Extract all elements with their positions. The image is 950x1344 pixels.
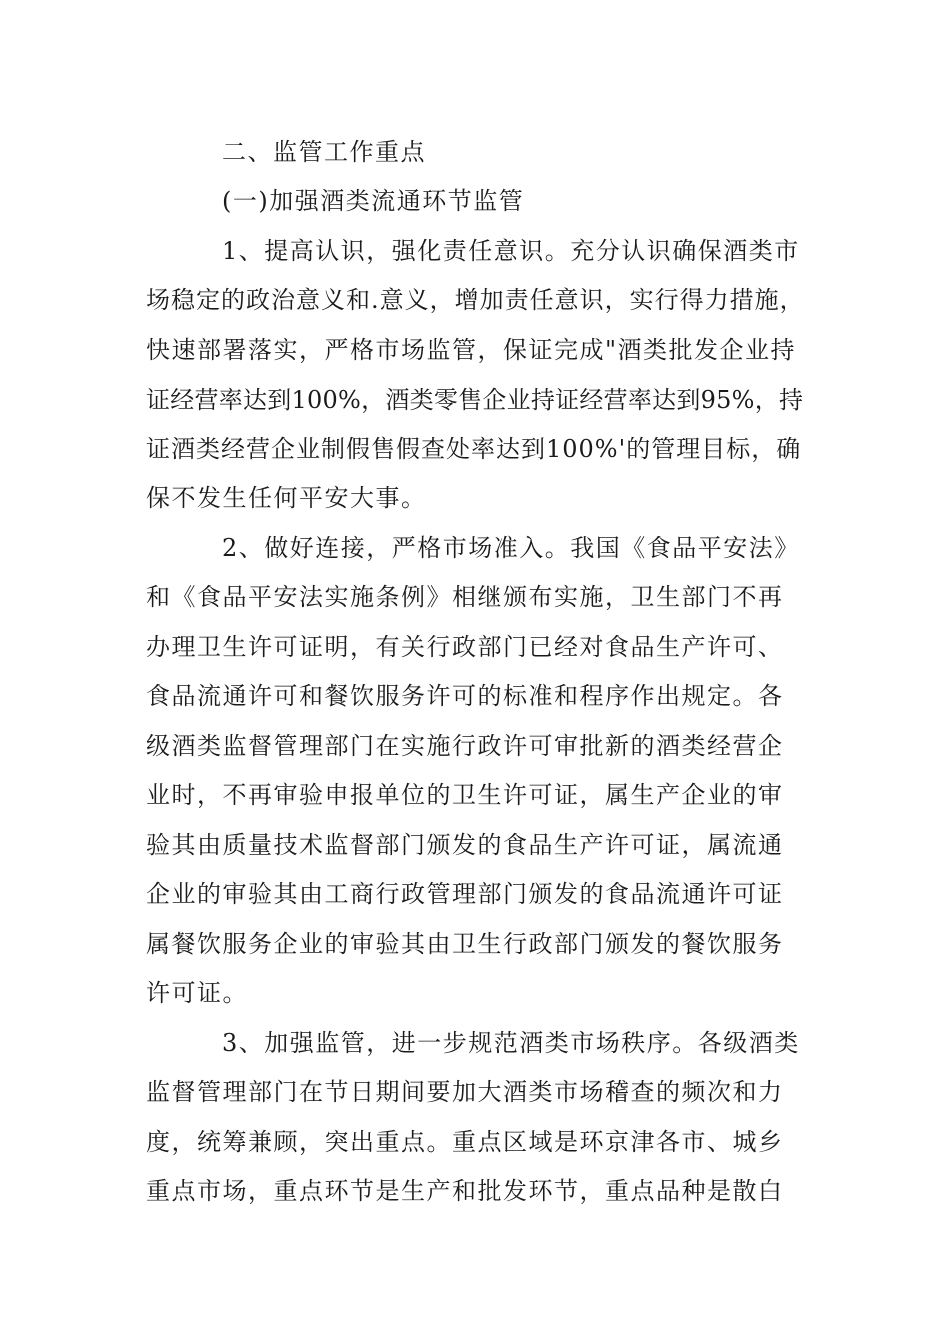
paragraph-line: 级酒类监督管理部门在实施行政许可审批新的酒类经营企 [146, 732, 784, 760]
paragraph-line: 办理卫生许可证明，有关行政部门已经对食品生产许可、 [146, 633, 784, 661]
paragraph-line: 2、做好连接，严格市场准入。我国《食品平安法》 [222, 534, 800, 562]
paragraph-line: 证酒类经营企业制假售假查处率达到100%'的管理目标，确 [146, 435, 802, 463]
paragraph-line: 食品流通许可和餐饮服务许可的标准和程序作出规定。各 [146, 682, 784, 710]
paragraph-line: 快速部署落实，严格市场监管，保证完成"酒类批发企业持 [146, 336, 797, 364]
paragraph-line: 监督管理部门在节日期间要加大酒类市场稽查的频次和力 [146, 1078, 784, 1106]
paragraph-line: 企业的审验其由工商行政管理部门颁发的食品流通许可证 [146, 880, 784, 908]
paragraph-line: 重点市场，重点环节是生产和批发环节，重点品种是散白 [146, 1177, 784, 1205]
paragraph-line: 许可证。 [146, 979, 248, 1007]
paragraph-line: 保不发生任何平安大事。 [146, 484, 427, 512]
section-heading: 二、监管工作重点 [222, 138, 426, 166]
paragraph-line: 1、提高认识，强化责任意识。充分认识确保酒类市 [222, 237, 800, 265]
paragraph-line: 场稳定的政治意义和.意义，增加责任意识，实行得力措施， [146, 286, 805, 314]
paragraph-line: 证经营率达到100%，酒类零售企业持证经营率达到95%，持 [146, 386, 804, 414]
paragraph-line: 业时，不再审验申报单位的卫生许可证，属生产企业的审 [146, 781, 784, 809]
subsection-heading: (一)加强酒类流通环节监管 [222, 187, 525, 215]
paragraph-line: 属餐饮服务企业的审验其由卫生行政部门颁发的餐饮服务 [146, 930, 784, 958]
paragraph-line: 和《食品平安法实施条例》相继颁布实施，卫生部门不再 [146, 583, 784, 611]
paragraph-line: 验其由质量技术监督部门颁发的食品生产许可证，属流通 [146, 831, 784, 859]
paragraph-line: 3、加强监管，进一步规范酒类市场秩序。各级酒类 [222, 1029, 800, 1057]
paragraph-line: 度，统筹兼顾，突出重点。重点区域是环京津各市、城乡 [146, 1128, 784, 1156]
